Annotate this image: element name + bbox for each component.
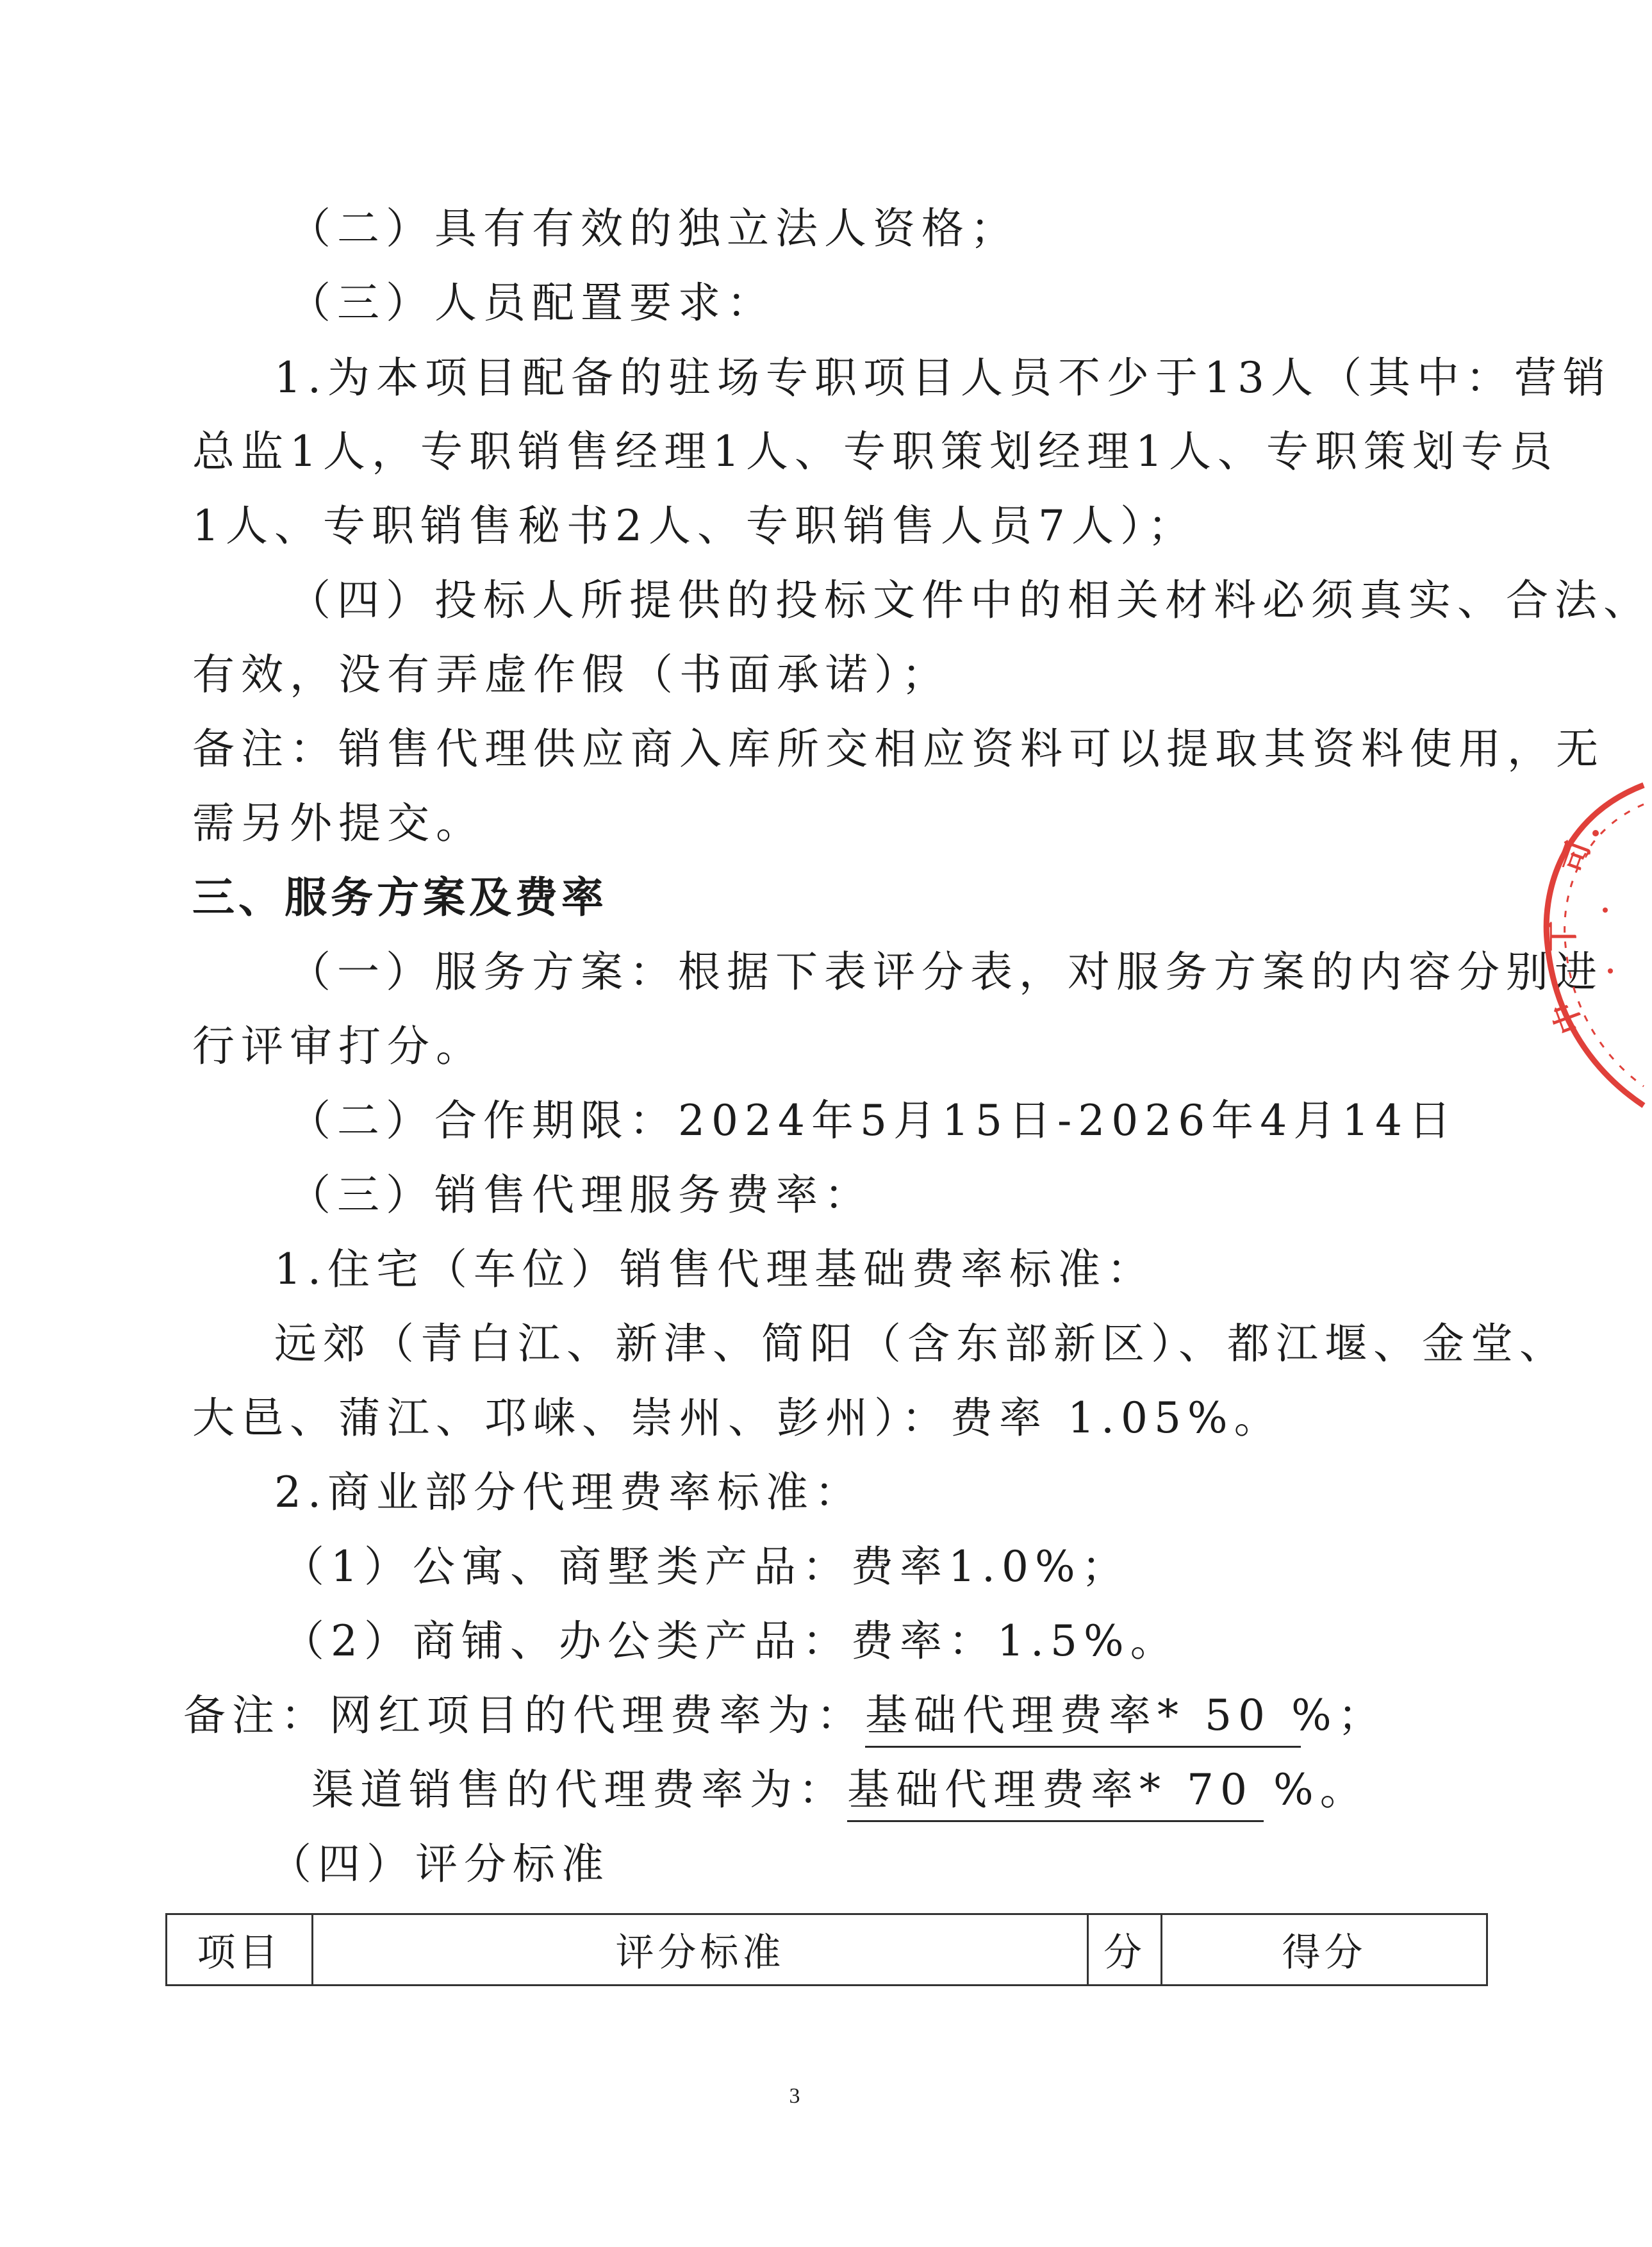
paragraph-shop-office-rate: （2）商铺、办公类产品：费率：1.5%。 bbox=[282, 1616, 1179, 1666]
section-heading-service: 三、服务方案及费率 bbox=[192, 873, 607, 922]
svg-text:丅: 丅 bbox=[1545, 920, 1581, 952]
red-seal-stamp-fragment bbox=[1535, 779, 1644, 1112]
paragraph-suburb-list-a: 远郊（青白江、新津、简阳（含东部新区）、都江堰、金堂、 bbox=[274, 1319, 1568, 1368]
table-header-criteria: 评分标准 bbox=[313, 1914, 1088, 1986]
paragraph-qualification-2: （二）具有有效的独立法人资格； bbox=[288, 204, 1019, 253]
paragraph-scoring-heading: （四）评分标准 bbox=[269, 1839, 610, 1889]
paragraph-fee-rate-heading: （三）销售代理服务费率： bbox=[288, 1170, 873, 1220]
paragraph-commercial-rate: 2.商业部分代理费率标准： bbox=[274, 1468, 863, 1517]
paragraph-staffing-heading: （三）人员配置要求： bbox=[288, 278, 775, 328]
paragraph-qualification-4b: 有效，没有弄虚作假（书面承诺）； bbox=[192, 650, 950, 699]
table-header-score: 得分 bbox=[1162, 1914, 1487, 1986]
note-channel-label: 渠道销售的代理费率为： bbox=[311, 1765, 847, 1814]
note-supplier-b: 需另外提交。 bbox=[192, 799, 484, 848]
paragraph-staffing-1: 1.为本项目配备的驻场专职项目人员不少于13人（其中：营销 bbox=[274, 353, 1612, 402]
note-supplier-a: 备注：销售代理供应商入库所交相应资料可以提取其资料使用，无 bbox=[192, 724, 1605, 774]
note-influencer-value: 基础代理费率* 50 %； bbox=[865, 1687, 1301, 1748]
svg-text:司: 司 bbox=[1553, 836, 1598, 878]
paragraph-suburb-list-b: 大邑、蒲江、邛崃、崇州、彭州）：费率 1.05%。 bbox=[192, 1393, 1283, 1443]
paragraph-service-plan-a: （一）服务方案：根据下表评分表，对服务方案的内容分别进 bbox=[288, 947, 1603, 997]
note-channel-rate bbox=[311, 1761, 1369, 1822]
page-number: 3 bbox=[789, 2084, 800, 2108]
note-channel-value: 基础代理费率* 70 %。 bbox=[847, 1761, 1264, 1822]
note-influencer-rate bbox=[183, 1687, 1387, 1748]
table-header-item: 项目 bbox=[167, 1914, 313, 1986]
paragraph-staffing-3: 1人、专职销售秘书2人、专职销售人员7人）； bbox=[192, 501, 1196, 551]
paragraph-residential-rate: 1.住宅（车位）销售代理基础费率标准： bbox=[274, 1245, 1155, 1294]
note-influencer-label: 备注：网红项目的代理费率为： bbox=[183, 1691, 865, 1740]
table-header-points: 分 bbox=[1088, 1914, 1162, 1986]
svg-text:中: 中 bbox=[1546, 997, 1590, 1039]
paragraph-service-plan-b: 行评审打分。 bbox=[192, 1022, 484, 1071]
paragraph-cooperation-period: （二）合作期限：2024年5月15日-2026年4月14日 bbox=[288, 1096, 1458, 1145]
paragraph-qualification-4a: （四）投标人所提供的投标文件中的相关材料必须真实、合法、 bbox=[288, 576, 1652, 625]
paragraph-apartment-rate: （1）公寓、商墅类产品：费率1.0%； bbox=[282, 1542, 1130, 1591]
scoring-table bbox=[165, 1913, 1488, 1986]
paragraph-staffing-2: 总监1人，专职销售经理1人、专职策划经理1人、专职策划专员 bbox=[192, 427, 1558, 476]
table-header-row bbox=[167, 1914, 1487, 1986]
